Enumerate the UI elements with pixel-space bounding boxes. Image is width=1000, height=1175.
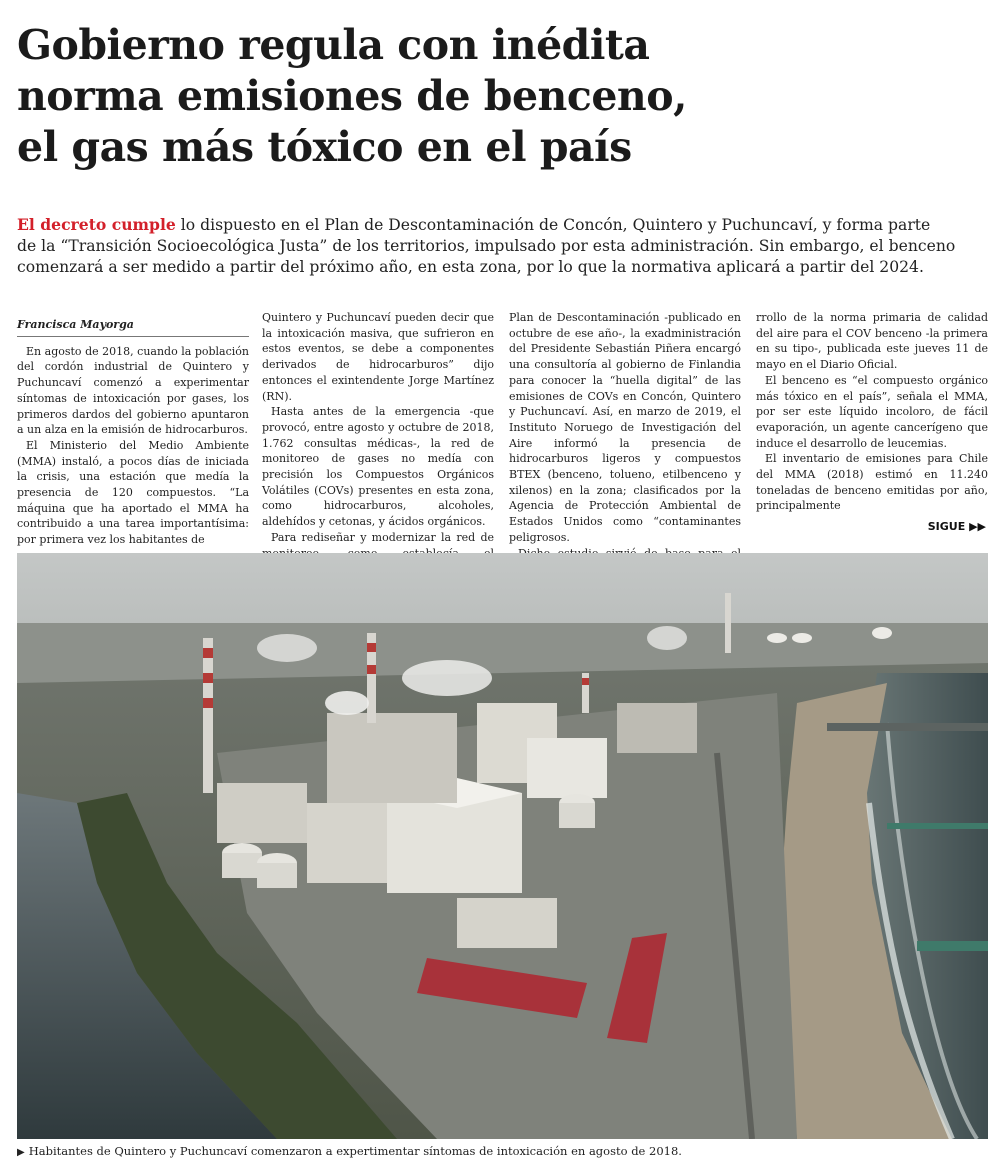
article-column-2 xyxy=(262,310,494,577)
smoke-4 xyxy=(647,626,687,650)
lead-line-2: de la “Transición Socioecológica Justa” de los territorios, impulsado por esta administración. Sin embargo, el benceno xyxy=(17,237,956,255)
building-main xyxy=(387,793,522,893)
chimney-1 xyxy=(203,638,213,793)
far-tank-2 xyxy=(792,633,812,643)
headline-line-3: el gas más tóxico en el país xyxy=(17,123,632,171)
headline-line-2: norma emisiones de benceno, xyxy=(17,72,687,120)
building-west xyxy=(217,783,307,843)
column-2-paragraph-3: Para rediseñar y modernizar la red de xyxy=(271,530,494,544)
chimney-1-stripe-1 xyxy=(203,648,213,658)
pier-3 xyxy=(917,941,988,951)
column-4-paragraph-2: El benceno es “el compuesto orgánico más tóxico en el país”, señala el MMA, por ser este líquido incoloro, de fácil evaporación, un agente cancerígeno que induce el desarrollo de leucemias. xyxy=(756,373,988,450)
pier-2 xyxy=(887,823,988,829)
column-3-paragraph-1: Plan de Descontaminación -publicado en octubre de ese año-, la exadministración del Presidente Sebastián Piñera encargó una consultoría al gobierno de Finlandia para conocer la “huella digital” de las emisiones de COVs en Concón, Quintero y Puchuncaví. Así, en marzo de 2019, el Instituto Noruego de Investigación del Aire informó la presencia de hidrocarburos ligeros y compuestos BTEX (benceno, tolueno, etilbenceno y xilenos) en la zona; clasificados por la Agencia de Protección Ambiental de Estados Unidos como “contaminantes peligrosos. xyxy=(509,311,741,544)
smoke-2 xyxy=(402,660,492,696)
lead-line-1-text: lo dispuesto en el Plan de Descontaminación de Concón, Quintero y Puchuncaví, y forma parte xyxy=(175,216,931,234)
building-boiler xyxy=(307,803,387,883)
chimney-2-stripe-1 xyxy=(367,643,376,652)
tank-2-body xyxy=(257,863,297,888)
tank-1-body xyxy=(222,853,262,878)
smoke-3 xyxy=(257,634,317,662)
building-east-2 xyxy=(527,738,607,798)
chimney-1-stripe-2 xyxy=(203,673,213,683)
chimney-far xyxy=(725,593,731,653)
byline: Francisca Mayorga xyxy=(17,317,249,337)
chimney-2-stripe-2 xyxy=(367,665,376,674)
column-1-paragraph-2: El Ministerio del Medio Ambiente (MMA) instaló, a pocos días de iniciada la crisis, una estación que medía la presencia de 120 compuestos. “La máquina que ha aportado el MMA ha contribuido a una tarea importantísima: por primera vez los habitantes de xyxy=(17,438,249,547)
column-4-paragraph-3: El inventario de emisiones para Chile del MMA (2018) estimó en 11.240 toneladas de benceno emitidas por año, principalmente xyxy=(756,452,988,513)
smoke-1 xyxy=(325,691,369,715)
aerial-photo-industrial-plant xyxy=(17,553,988,1139)
caption-text: Habitantes de Quintero y Puchuncaví comenzaron a expertimentar síntomas de intoxicación en agosto de 2018. xyxy=(28,1144,682,1158)
building-turbine xyxy=(327,713,457,803)
tank-3-body xyxy=(559,803,595,828)
article-column-3 xyxy=(509,310,741,577)
chimney-1-stripe-3 xyxy=(203,698,213,708)
headline xyxy=(17,20,977,173)
continue-indicator[interactable]: SIGUE ▶▶ xyxy=(927,520,986,533)
chimney-3-stripe xyxy=(582,678,589,685)
column-2-paragraph-1: Quintero y Puchuncaví pueden decir que la intoxicación masiva, que sufrieron en estos eventos, se debe a componentes derivados de hidrocarburos” dijo entonces el exintendente Jorge Martínez (RN). xyxy=(262,311,494,403)
article-column-4 xyxy=(756,310,988,514)
photo-illustration xyxy=(17,553,988,1139)
column-4-paragraph-1: rrollo de la norma primaria de calidad del aire para el COV benceno -la primera en su tipo-, publicada este jueves 11 de mayo en el Diario Oficial. xyxy=(756,311,988,372)
building-far xyxy=(617,703,697,753)
lead-line-3: comenzará a ser medido a partir del próximo año, en esta zona, por lo que la normativa aplicará a partir del 2024. xyxy=(17,258,924,276)
article-column-1 xyxy=(17,310,249,548)
far-tank-3 xyxy=(872,627,892,639)
lead-paragraph xyxy=(17,214,992,278)
photo-caption xyxy=(17,1144,992,1158)
pier-1 xyxy=(827,723,988,731)
column-2-paragraph-2: Hasta antes de la emergencia -que provocó, entre agosto y octubre de 2018, 1.762 consultas médicas-, la red de monitoreo de gases no medía con precisión los Compuestos Orgánicos Volátiles (COVs) presentes en esta zona, como hidrocarburos, alcoholes, aldehídos y cetonas, y ácidos orgánicos. xyxy=(262,405,494,529)
far-tank-1 xyxy=(767,633,787,643)
caption-marker-icon: ▶ xyxy=(17,1147,25,1158)
lead-line-1 xyxy=(17,214,992,236)
lead-kicker: El decreto cumple xyxy=(17,215,176,234)
headline-line-1: Gobierno regula con inédita xyxy=(17,21,650,69)
column-1-paragraph-1: En agosto de 2018, cuando la población del cordón industrial de Quintero y Puchuncaví comenzó a experimentar síntomas de intoxicación por gases, los primeros dardos del gobierno apuntaron a un alza en la emisión de hidrocarburos. xyxy=(17,344,249,437)
building-south xyxy=(457,898,557,948)
